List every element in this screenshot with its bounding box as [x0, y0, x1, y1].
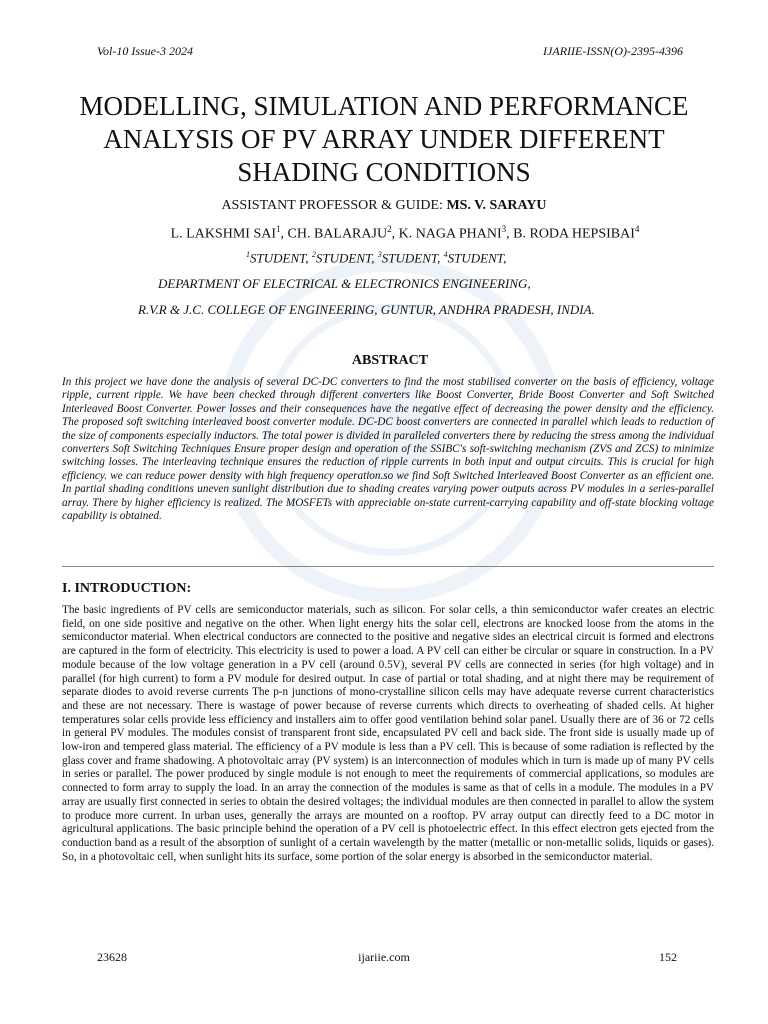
author-mark: 2 — [387, 224, 392, 234]
abstract-body: In this project we have done the analysis of several DC-DC converters to find the most stabilised converter on the basis of efficiency, voltage ripple, current ripple. We have been checked through different converters like Boost Converter, Bride Boost Converter and Soft Switched Interleaved Boost Converter. Power losses and their consequences have the negative effect of decreasing the power density and the efficiency. The proposed soft switching interleaved boost converter module. DC-DC boost converters are connected in parallel which leads to reduction of the size of components especially inductors. The total power is divided in paralleled converters there by reducing the stress among the individual converters Soft Switching Techniques Ensure proper design and operation of the SSIBC's soft-switching mechanism (ZVS and ZCS) to minimize switching losses. The interleaving technique ensures the reduction of ripple currents in both input and output circuits. This is crucial for high efficiency. we can reduce power density with high frequency operation.so we find Soft Switched Interleaved Boost Converter as an efficient one. In partial shading conditions uneven sunlight distribution due to shading creates varying power outputs across PV modules in a series-parallel array. There by higher efficiency is realized. The MOSFETs with appreciable on-state current-carrying capability and off-state blocking voltage capability is obtained. — [62, 376, 714, 523]
author-mark: 1 — [276, 224, 281, 234]
footer-website: ijariie.com — [358, 950, 410, 964]
role-mark: 3 — [377, 250, 382, 259]
author-separator: , — [391, 226, 399, 242]
role-separator: , — [305, 250, 312, 266]
footer-paper-id: 23628 — [97, 950, 127, 964]
role-mark: 4 — [443, 250, 448, 259]
header-volume-issue: Vol-10 Issue-3 2024 — [97, 44, 193, 58]
college-affiliation: R.V.R & J.C. COLLEGE OF ENGINEERING, GUNTUR, ANDHRA PRADESH, INDIA. — [138, 302, 595, 317]
role-label: STUDENT — [315, 250, 372, 266]
department-affiliation: DEPARTMENT OF ELECTRICAL & ELECTRONICS ENGINEERING, — [158, 276, 531, 291]
role-separator: , — [371, 250, 378, 266]
introduction-body: The basic ingredients of PV cells are semiconductor materials, such as silicon. For solar cells, a thin semiconductor wafer creates an electric field, on one side positive and negative on the other. When light energy hits the solar cell, electrons are knocked loose from the atoms in the semiconductor material. When electrical conductors are connected to the positive and negative sides an electrical circuit is formed and electrons are captured in the form of electricity. This electricity is used to power a load. A PV cell can either be circular or square in construction. In a PV module because of the low voltage generation in a PV cell (around 0.5V), several PV cells are connected in series (for high voltage) and in parallel (for high current) to form a PV module for desired output. In case of partial or total shading, and at night there may be requirement of separate diodes to avoid reverse currents The p-n junctions of mono-crystalline silicon cells may have adequate reverse current characteristics and these are not necessary. There is wastage of power because of reverse currents which directs to overheating of shaded cells. At higher temperatures solar cells provide less efficiency and installers aim to offer good ventilation behind solar panel. Usually there are of 36 or 72 cells in general PV modules. The modules consist of transparent front side, encapsulated PV cell and back side. The front side is usually made up of low-iron and tempered glass material. The efficiency of a PV module is less than a PV cell. This is because of some radiation is reflected by the glass cover and frame shadowing. A photovoltaic array (PV system) is an interconnection of modules which in turn is made up of many PV cells in series or parallel. The power produced by single module is not enough to meet the requirements of commercial applications, so modules are connected to form array to supply the load. In an array the connection of the modules is same as that of cells in a module. The modules in a PV array are usually first connected in series to obtain the desired voltages; the individual modules are then connected in parallel to allow the system to produce more current. In urban uses, generally the arrays are mounted on a rooftop. PV array output can directly feed to a DC motor in agricultural applications. The basic principle behind the operation of a PV cell is photoelectric effect. In this effect electron gets ejected from the conduction band as a result of the absorption of sunlight of a certain wavelength by the matter (metallic or non-metallic solids, liquids or gases). So, in a photovoltaic cell, when sunlight hits its surface, some portion of the solar energy is absorbed in the semiconductor material. — [62, 604, 714, 863]
role-separator: , — [437, 250, 444, 266]
author-separator: , — [506, 226, 514, 242]
footer-page-number: 152 — [659, 950, 677, 964]
author-separator: , — [280, 226, 288, 242]
section-divider — [62, 566, 714, 567]
role-label: STUDENT — [250, 250, 306, 266]
introduction-heading: I. INTRODUCTION: — [62, 581, 192, 596]
guide-label: ASSISTANT PROFESSOR & GUIDE: — [221, 198, 447, 213]
author-name: B. RODA HEPSIBAI — [513, 226, 635, 242]
guide-name: MS. V. SARAYU — [446, 198, 547, 213]
author-mark: 3 — [501, 224, 507, 234]
author-mark: 4 — [634, 224, 640, 234]
author-roles — [246, 250, 506, 266]
paper-title: MODELLING, SIMULATION AND PERFORMANCE ANALYSIS OF PV ARRAY UNDER DIFFERENT SHADING CONDITIONS — [79, 91, 689, 187]
author-list — [0, 224, 768, 243]
role-mark: 1 — [246, 250, 250, 259]
role-label: STUDENT — [447, 250, 504, 266]
abstract-heading: ABSTRACT — [351, 353, 429, 368]
role-mark: 2 — [311, 250, 316, 259]
guide-line — [0, 198, 768, 214]
author-name: L. LAKSHMI SAI — [170, 226, 276, 242]
header-issn: IJARIIE-ISSN(O)-2395-4396 — [543, 44, 683, 58]
role-label: STUDENT — [381, 250, 438, 266]
author-name: CH. BALARAJU — [287, 226, 388, 242]
role-separator: , — [503, 250, 507, 266]
author-name: K. NAGA PHANI — [398, 226, 502, 242]
